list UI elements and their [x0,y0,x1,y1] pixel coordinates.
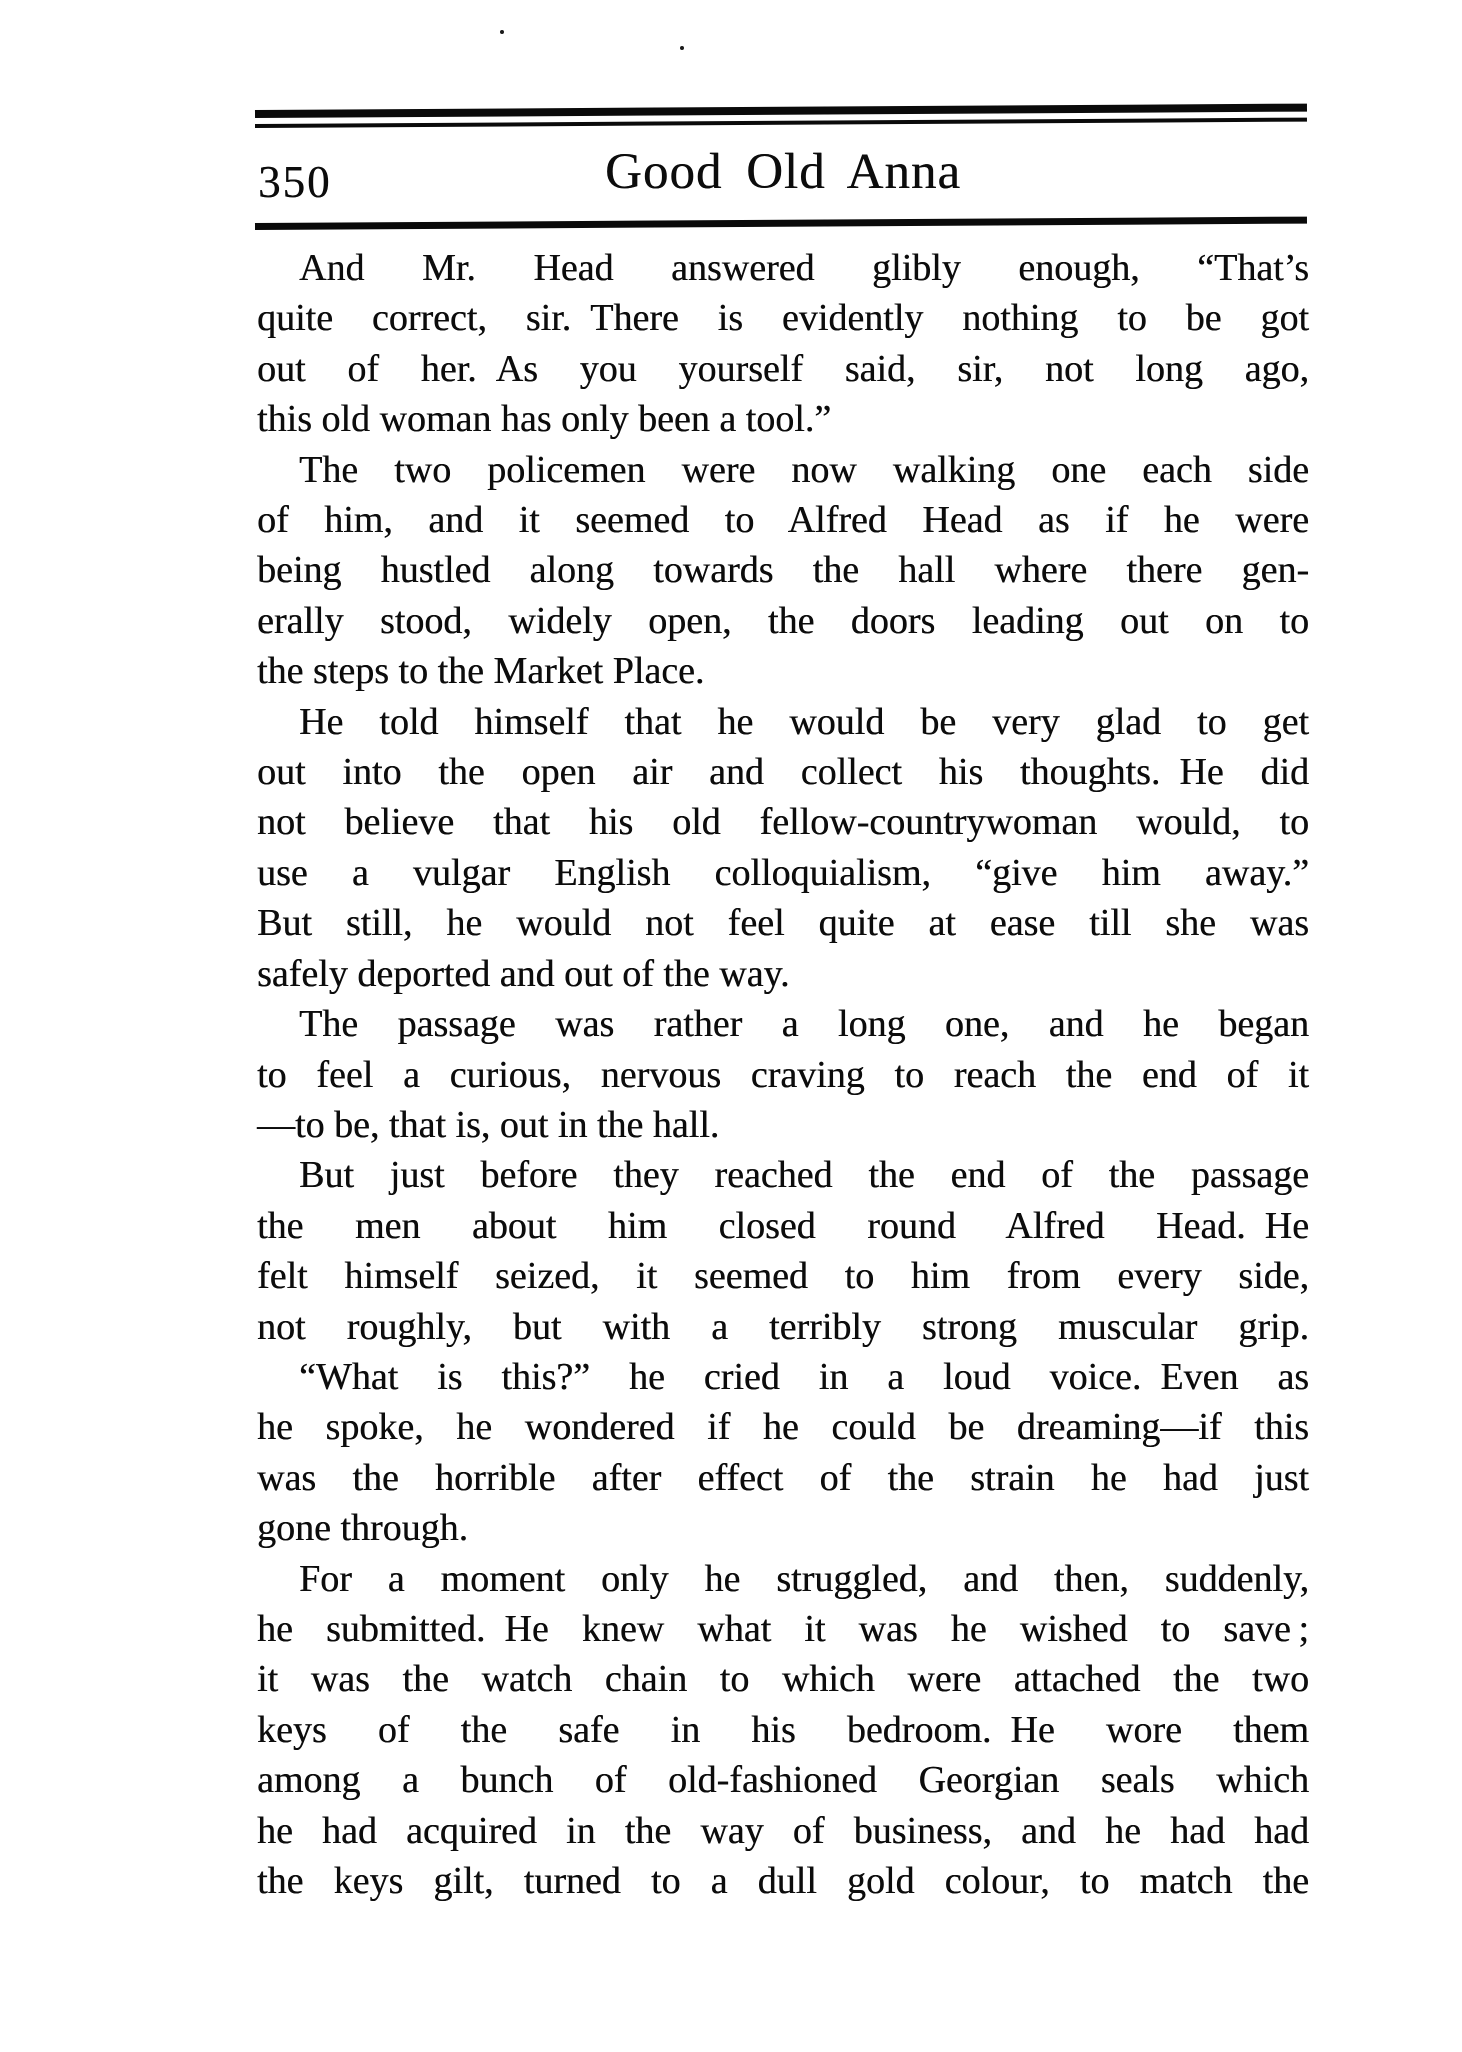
header-rule-bottom [255,217,1307,230]
text-line: he had acquired in the way of business, and he had had [257,1809,1309,1852]
header-rule-thin [255,118,1307,128]
paragraph [257,1150,1309,1352]
text-line: out of her. As you yourself said, sir, not long ago, [257,347,1309,390]
text-line: felt himself seized, it seemed to him from every side, [257,1255,1309,1298]
text-line: was the horrible after effect of the strain he had just [257,1456,1309,1499]
text-line: But still, he would not feel quite at ease till she was [257,902,1309,945]
text-line: not roughly, but with a terribly strong muscular grip. [257,1305,1309,1348]
text-line: —to be, that is, out in the hall. [257,1103,720,1146]
paragraph [257,1554,1309,1907]
text-line: he submitted. He knew what it was he wished to save ; [257,1607,1309,1650]
scan-speck [680,46,684,50]
text-line: out into the open air and collect his thoughts. He did [257,751,1309,794]
text-line: the men about him closed round Alfred Head. He [257,1204,1309,1247]
text-line: safely deported and out of the way. [257,952,790,995]
text-line: of him, and it seemed to Alfred Head as if he were [257,499,1309,542]
text-line: The two policemen were now walking one each side [299,448,1309,491]
text-line: he spoke, he wondered if he could be dreaming—if this [257,1406,1309,1449]
paragraph [257,1352,1309,1554]
text-line: quite correct, sir. There is evidently nothing to be got [257,297,1309,340]
text-line: gone through. [257,1507,469,1550]
text-line: being hustled along towards the hall where there gen- [257,549,1309,592]
paragraph [257,243,1309,445]
text-line: erally stood, widely open, the doors leading out on to [257,599,1309,642]
text-line: keys of the safe in his bedroom. He wore them [257,1708,1309,1751]
text-line: not believe that his old fellow-countrywoman would, to [257,801,1309,844]
paragraph [257,999,1309,1150]
paragraph [257,697,1309,999]
page-body [257,243,1309,1906]
text-line: For a moment only he struggled, and then, suddenly, [299,1557,1309,1600]
text-line: use a vulgar English colloquialism, “give him away.” [257,851,1309,894]
page-number: 350 [258,157,332,207]
header-rule-thick [255,104,1307,118]
text-line: the keys gilt, turned to a dull gold colour, to match the [257,1860,1309,1902]
text-line: this old woman has only been a tool.” [257,398,832,441]
text-line: to feel a curious, nervous craving to reach the end of it [257,1053,1309,1096]
paragraph [257,445,1309,697]
text-line: among a bunch of old-fashioned Georgian seals which [257,1759,1309,1802]
scan-speck [500,30,504,34]
text-line: He told himself that he would be very glad to get [299,700,1309,743]
text-line: And Mr. Head answered glibly enough, “That’s [299,247,1309,289]
text-line: the steps to the Market Place. [257,650,705,693]
running-title: Good Old Anna [605,144,961,200]
text-line: it was the watch chain to which were attached the two [257,1658,1309,1701]
text-line: But just before they reached the end of the passage [299,1154,1309,1197]
text-line: “What is this?” he cried in a loud voice. Even as [299,1355,1309,1398]
text-line: The passage was rather a long one, and he began [299,1003,1309,1046]
